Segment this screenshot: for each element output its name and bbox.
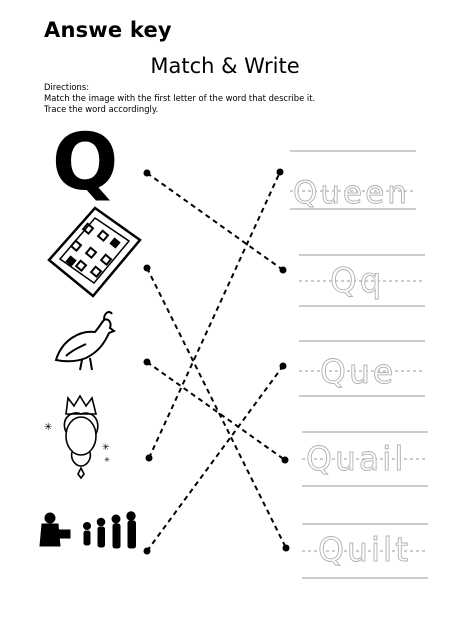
dot-right-2	[280, 267, 287, 274]
dot-left-3	[144, 359, 151, 366]
dot-left-4	[146, 455, 153, 462]
dot-left-2	[144, 265, 151, 272]
dot-right-3	[280, 363, 287, 370]
trace-word-queen: Queen	[293, 175, 410, 211]
directions-line-1: Match the image with the first letter of the word that describe it.	[44, 93, 316, 103]
match-line-q-to-qq	[147, 173, 283, 270]
svg-text:✳: ✳	[104, 456, 110, 464]
dot-right-1	[277, 169, 284, 176]
match-line-queen-to-queen	[149, 172, 280, 458]
svg-text:✳: ✳	[102, 443, 110, 453]
directions-line-2: Trace the word accordingly.	[44, 104, 159, 114]
letter-q-picture: Q	[52, 118, 119, 208]
match-line-queue-to-que	[147, 366, 283, 551]
page-title: Match & Write	[150, 54, 300, 78]
dot-right-4	[282, 457, 289, 464]
match-line-quail-to-quail	[147, 362, 285, 460]
svg-text:✳: ✳	[44, 422, 53, 433]
directions-heading: Directions:	[44, 82, 90, 92]
answer-key-label: Answe key	[44, 18, 172, 42]
dot-right-5	[283, 545, 290, 552]
dot-left-1	[144, 170, 151, 177]
trace-word-que: Que	[320, 352, 397, 391]
trace-word-qq: Qq	[330, 261, 385, 301]
trace-word-quail: Quail	[306, 439, 407, 478]
dot-left-5	[144, 548, 151, 555]
trace-word-quilt: Quilt	[318, 530, 412, 569]
